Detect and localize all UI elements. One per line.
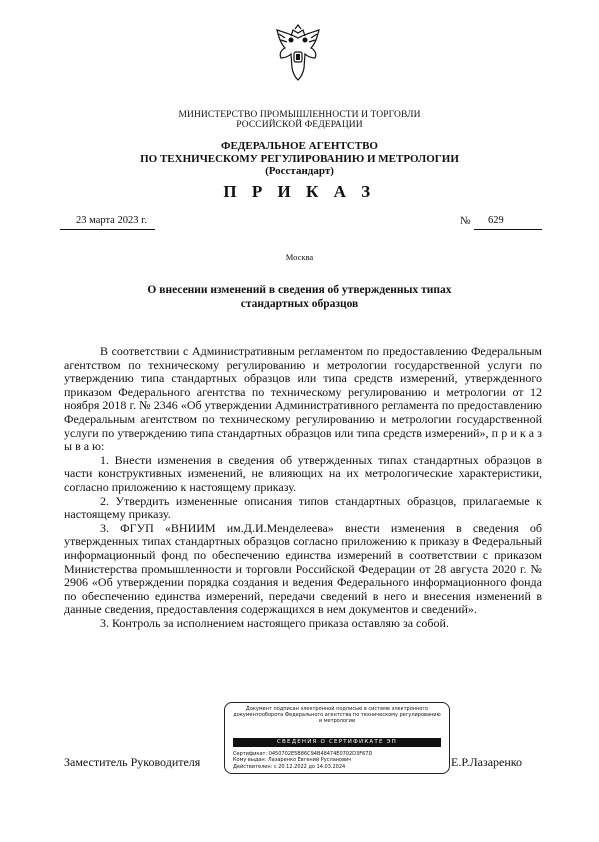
title-line-2: стандартных образцов <box>240 297 359 310</box>
city: Москва <box>285 252 314 262</box>
order-number: 629 <box>488 215 504 226</box>
stamp-header: Документ подписан электронной подписью в системе электронного документооборота Федерального агентства по техническому регулированию и метрологии <box>233 706 441 724</box>
document-title <box>0 284 599 311</box>
number-underline <box>474 229 542 230</box>
stamp-details <box>233 751 443 770</box>
ministry-name <box>0 110 599 130</box>
agency-line-1: ФЕДЕРАЛЬНОЕ АГЕНТСТВО <box>221 140 378 152</box>
stamp-bar: СВЕДЕНИЯ О СЕРТИФИКАТЕ ЭП <box>233 738 441 747</box>
agency-line-2: ПО ТЕХНИЧЕСКОМУ РЕГУЛИРОВАНИЮ И МЕТРОЛОГИИ <box>140 152 459 165</box>
title-line-1: О внесении изменений в сведения об утвержденных типах <box>147 284 452 296</box>
order-date: 23 марта 2023 г. <box>76 215 147 226</box>
paragraph-2: 2. Утвердить измененные описания типов стандартных образцов, прилагаемые к настоящему приказу. <box>64 493 542 522</box>
signatory-name: Е.Р.Лазаренко <box>451 755 523 769</box>
date-underline <box>60 229 155 230</box>
paragraph-3: 3. ФГУП «ВНИИМ им.Д.И.Менделеева» внести изменения в сведения об утвержденных типах стандартных образцов согласно приложению к приказу в Федеральный информационный фонд по обеспечению единства измерений в соответствии с приказом Министерства промышленности и торговли Российской Федерации от 28 августа 2020 г. № 2906 «Об утверждении порядка создания и ведения Федерального информационного фонда по обеспечению единства измерений, передачи сведений в него и внесения изменений в данные сведения, предоставления содержащихся в нем документов и сведений». <box>64 520 542 617</box>
preamble-paragraph: В соответствии с Административным регламентом по предоставлению Федеральным агентством по техническому регулированию и метрологии государственной услуги по утверждению типа стандартных образцов или типа средств измерений, утвержденного приказом Федерального агентства по техническому регулированию и метрологии от 12 ноября 2018 г. № 2346 «Об утверждении Административного регламента по предоставлению Федеральным агентством по техническому регулированию и метрологии государственной услуги по утверждению типа стандартных образцов или типа средств измерений», п р и к а з ы в а ю: <box>64 344 542 454</box>
document-body <box>64 345 542 630</box>
agency-name <box>0 140 599 178</box>
stamp-certificate: Сертификат: 0450702E5B86C94B48474E0702D3F67D <box>233 751 373 757</box>
signatory-title: Заместитель Руководителя <box>64 755 201 769</box>
agency-line-3: (Росстандарт) <box>265 165 334 177</box>
ministry-line-2: РОССИЙСКОЙ ФЕДЕРАЦИИ <box>236 120 363 130</box>
number-sign: № <box>460 215 471 227</box>
russian-coat-of-arms-icon <box>271 24 325 84</box>
document-type: П Р И К А З <box>223 182 376 201</box>
stamp-issued-to: Кому выдан: Лазаренко Евгений Русланович <box>233 757 352 764</box>
paragraph-4: 3. Контроль за исполнением настоящего приказа оставляю за собой. <box>100 615 449 630</box>
paragraph-1: 1. Внести изменения в сведения об утвержденных типах стандартных образцов в части конструктивных изменений, не влияющих на их метрологические характеристики, согласно приложению к настоящему приказу. <box>64 452 542 494</box>
electronic-signature-stamp <box>224 702 450 774</box>
ministry-line-1: МИНИСТЕРСТВО ПРОМЫШЛЕННОСТИ И ТОРГОВЛИ <box>178 110 421 120</box>
stamp-validity: Действителен: с 20.12.2022 до 14.03.2024 <box>233 763 346 770</box>
